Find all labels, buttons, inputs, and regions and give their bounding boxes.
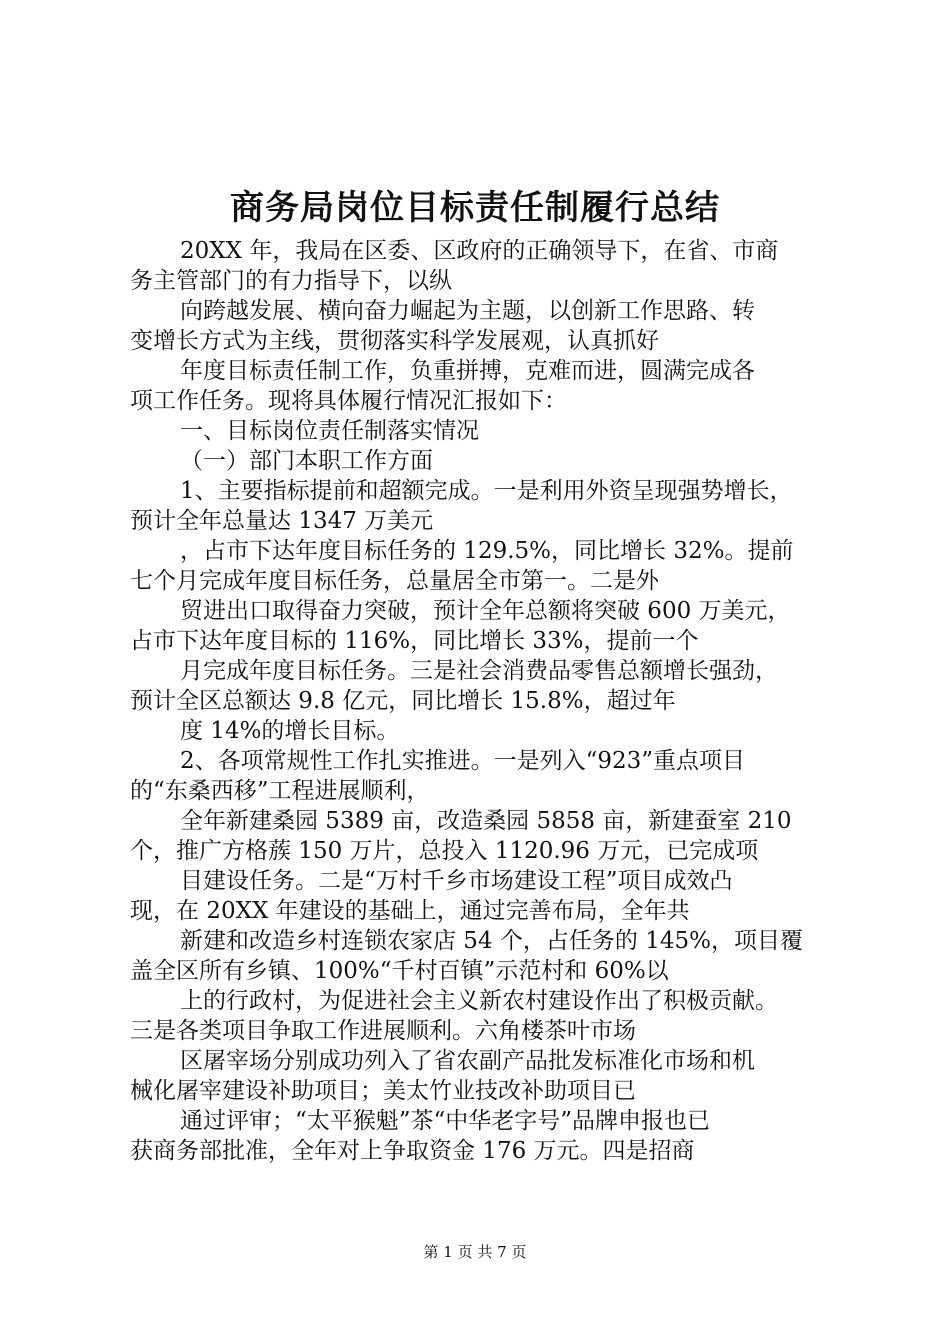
body-line: 预计全区总额达 9.8 亿元，同比增长 15.8%，超过年 <box>130 688 676 714</box>
body-line: 2、各项常规性工作扎实推进。一是列入“923”重点项目 <box>180 748 746 774</box>
body-line: ，占市下达年度目标任务的 129.5%，同比增长 32%。提前 <box>180 538 794 564</box>
body-line: 月完成年度目标任务。三是社会消费品零售总额增长强劲， <box>180 658 778 684</box>
body-line: 目建设任务。二是“万村千乡市场建设工程”项目成效凸 <box>180 868 733 894</box>
body-line: 上的行政村，为促进社会主义新农村建设作出了积极贡献。 <box>180 988 778 1014</box>
body-line: 获商务部批准，全年对上争取资金 176 万元。四是招商 <box>130 1138 695 1164</box>
body-line: 新建和改造乡村连锁农家店 54 个，占任务的 145%，项目覆 <box>180 928 803 954</box>
body-line: 械化屠宰建设补助项目；美太竹业技改补助项目已 <box>130 1078 636 1104</box>
body-line: 1、主要指标提前和超额完成。一是利用外资呈现强势增长， <box>180 478 793 504</box>
body-line: 贸进出口取得奋力突破，预计全年总额将突破 600 万美元， <box>180 598 791 624</box>
body-line: 务主管部门的有力指导下，以纵 <box>130 268 452 294</box>
document-body <box>130 236 860 1166</box>
body-line: 向跨越发展、横向奋力崛起为主题，以创新工作思路、转 <box>180 298 755 324</box>
body-line: 七个月完成年度目标任务，总量居全市第一。二是外 <box>130 568 659 594</box>
body-line: 占市下达年度目标的 116%，同比增长 33%，提前一个 <box>130 628 699 654</box>
body-line: 全年新建桑园 5389 亩，改造桑园 5858 亩，新建蚕室 210 <box>180 808 792 834</box>
body-line: 区屠宰场分别成功列入了省农副产品批发标准化市场和机 <box>180 1048 755 1074</box>
page-footer: 第 1 页 共 7 页 <box>423 1243 527 1261</box>
body-line: 变增长方式为主线，贯彻落实科学发展观，认真抓好 <box>130 328 659 354</box>
body-line: 预计全年总量达 1347 万美元 <box>130 508 434 534</box>
document-title: 商务局岗位目标责任制履行总结 <box>230 188 720 228</box>
section-heading: 一、目标岗位责任制落实情况 <box>180 418 479 444</box>
body-line: 三是各类项目争取工作进展顺利。六角楼茶叶市场 <box>130 1018 636 1044</box>
subsection-heading: （一）部门本职工作方面 <box>180 448 433 474</box>
body-line: 的“东桑西移”工程进展顺利， <box>130 778 430 804</box>
body-line: 盖全区所有乡镇、100%“千村百镇”示范村和 60%以 <box>130 958 669 984</box>
body-line: 度 14%的增长目标。 <box>180 718 400 744</box>
body-line: 20XX 年，我局在区委、区政府的正确领导下，在省、市商 <box>180 238 779 264</box>
body-line: 个，推广方格蔟 150 万片，总投入 1120.96 万元，已完成项 <box>130 838 759 864</box>
body-line: 项工作任务。现将具体履行情况汇报如下： <box>130 388 567 414</box>
body-line: 年度目标责任制工作，负重拼搏，克难而进，圆满完成各 <box>180 358 755 384</box>
body-line: 通过评审；“太平猴魁”茶“中华老字号”品牌申报也已 <box>180 1108 711 1134</box>
body-line: 现，在 20XX 年建设的基础上，通过完善布局，全年共 <box>130 898 690 924</box>
